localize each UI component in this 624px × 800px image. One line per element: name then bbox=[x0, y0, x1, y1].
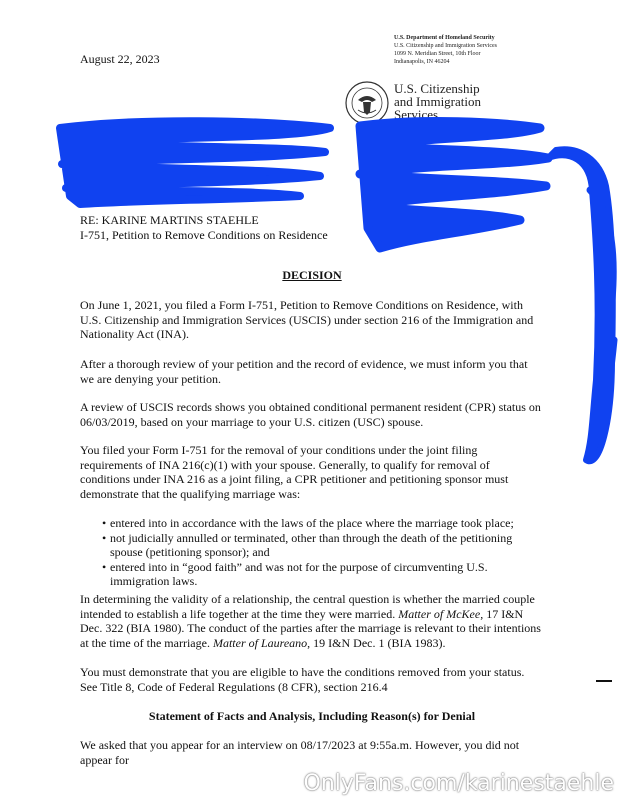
case-citation: Matter of Laureano bbox=[212, 635, 308, 650]
watermark: OnlyFans.com/karinestaehle bbox=[303, 771, 614, 796]
paragraph-validity bbox=[80, 592, 542, 650]
list-item: • entered into in “good faith” and was not for the purpose of circumventing U.S. immigration laws. bbox=[102, 560, 542, 589]
paragraph-eligibility: You must demonstrate that you are eligible to have the conditions removed from your status. See Title 8, Code of Federal Regulations (8 CFR), section 216.4 bbox=[80, 665, 525, 694]
agency-line: 1099 N. Meridian Street, 10th Floor bbox=[394, 51, 481, 57]
agency-line: U.S. Department of Homeland Security bbox=[394, 35, 495, 41]
requirements-list bbox=[102, 516, 542, 589]
redaction-scribble-left bbox=[60, 121, 330, 204]
agency-wordmark-line: Services bbox=[394, 107, 439, 122]
paragraph-denial: After a thorough review of your petition and the record of evidence, we must inform you that we are denying your petition. bbox=[80, 357, 528, 386]
validity-text: In determining the validity of a relationship, the central question is whether the married couple intended to establish a life together at the time they were married. bbox=[80, 592, 535, 621]
case-citation: Matter of McKee bbox=[398, 606, 481, 621]
margin-mark bbox=[596, 680, 612, 682]
re-subject-line: I-751, Petition to Remove Conditions on Residence bbox=[80, 228, 328, 242]
redaction-scribble-right bbox=[360, 122, 548, 248]
list-item: • not judicially annulled or terminated, other than through the death of the petitioning spouse (petitioning sponsor); and bbox=[102, 531, 542, 560]
paragraph-filing: On June 1, 2021, you filed a Form I-751, Petition to Remove Conditions on Residence, with U.S. Citizenship and Immigration Services (USCIS) under section 216 of the Immigration and Nationality Act (INA). bbox=[80, 298, 534, 341]
list-item: • entered into in accordance with the laws of the place where the marriage took place; bbox=[102, 516, 542, 531]
paragraph-joint-filing: You filed your Form I-751 for the removal of your conditions under the joint filing requirements of INA 216(c)(1) with your spouse. Generally, to qualify for removal of conditions under INA 216 as a joint filing, a CPR petitioner and petitioning sponsor must demonstrate that the qualifying marriage was: bbox=[80, 443, 509, 501]
agency-wordmark-line: U.S. Citizenship bbox=[394, 81, 480, 96]
facts-subheading: Statement of Facts and Analysis, Including Reason(s) for Denial bbox=[148, 709, 476, 723]
validity-text: , 19 I&N Dec. 1 (BIA 1983). bbox=[307, 635, 446, 650]
paragraph-cpr-status: A review of USCIS records shows you obtained conditional permanent resident (CPR) status on 06/03/2019, based on your marriage to your U.S. citizen (USC) spouse. bbox=[80, 400, 541, 429]
agency-line: Indianapolis, IN 46204 bbox=[394, 59, 450, 65]
decision-heading: DECISION bbox=[282, 268, 342, 282]
re-block bbox=[80, 213, 328, 243]
agency-wordmark-line: and Immigration bbox=[394, 94, 482, 109]
agency-line: U.S. Citizenship and Immigration Services bbox=[394, 43, 497, 49]
validity-text: , 17 I&N Dec. 322 (BIA 1980). The conduct of the parties after the marriage is relevant to their intentions at the time of the marriage. bbox=[80, 606, 541, 650]
letter-date: August 22, 2023 bbox=[80, 52, 160, 66]
paragraph-interview: We asked that you appear for an interview on 08/17/2023 at 9:55a.m. However, you did not appear for bbox=[80, 738, 520, 767]
re-name-line: RE: KARINE MARTINS STAEHLE bbox=[80, 213, 259, 227]
